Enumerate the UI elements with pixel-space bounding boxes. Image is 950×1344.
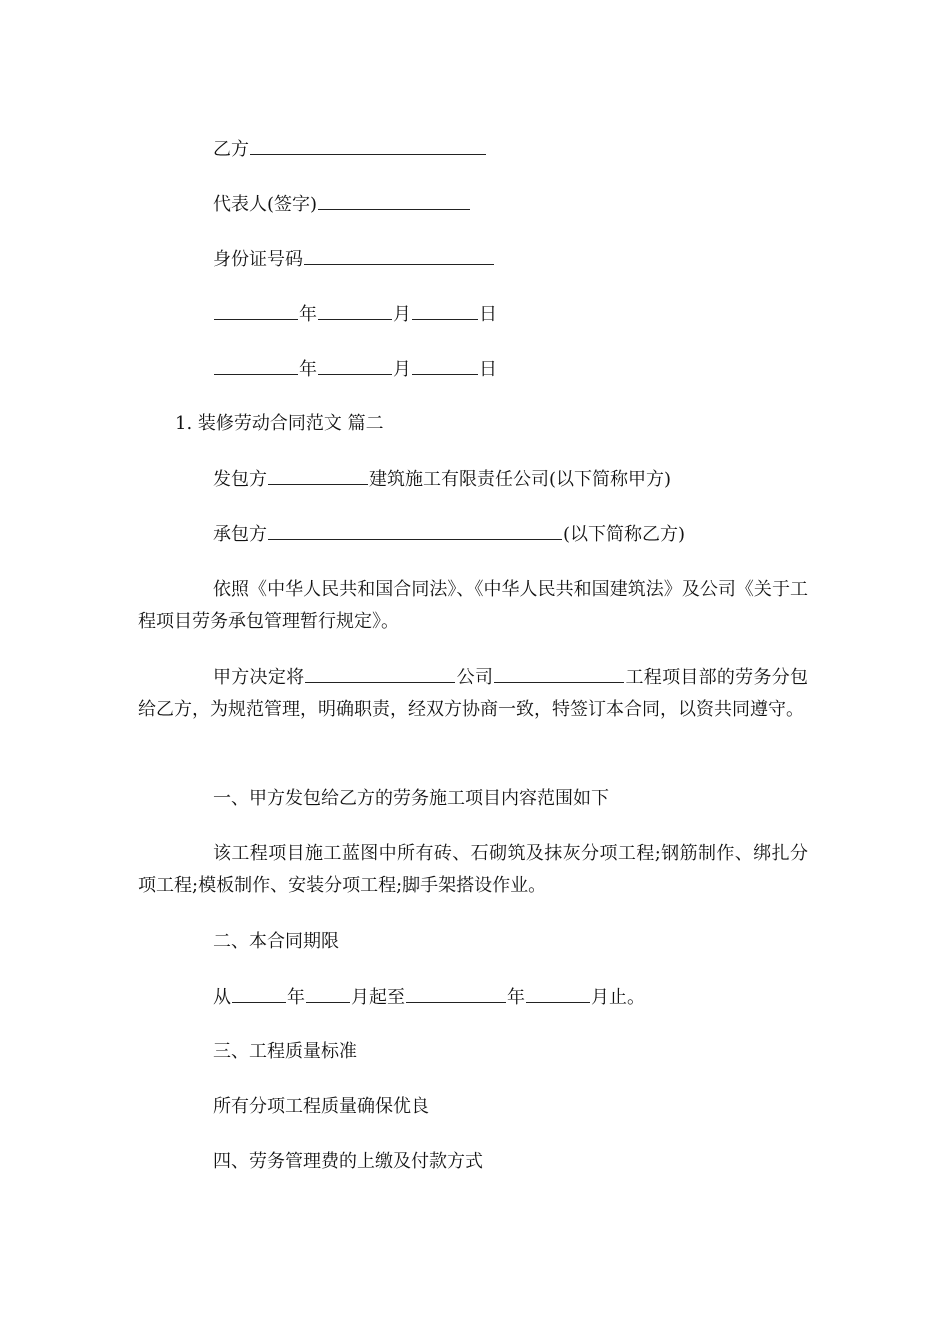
date2-day-label: 日	[479, 359, 497, 380]
subcontractor-line	[213, 521, 685, 547]
date1-month-label: 月	[393, 304, 411, 325]
date1-month-blank[interactable]	[318, 301, 392, 320]
decision-suffix: 工程项目部的劳务分包给乙方，为规范管理，明确职责，经双方协商一致，特签订本合同，以资共同遵守。	[138, 667, 809, 720]
term-from-label: 从	[213, 987, 231, 1008]
term-start-month-blank[interactable]	[306, 984, 350, 1003]
section-heading: 1. 装修劳动合同范文 篇二	[175, 413, 384, 434]
date2-year-label: 年	[299, 359, 317, 380]
term-month-end-label: 月止。	[591, 987, 645, 1008]
decision-paragraph	[138, 662, 808, 726]
basis-paragraph: 依照《中华人民共和国合同法》、《中华人民共和国建筑法》及公司《关于工程项目劳务承包管理暂行规定》。	[138, 579, 808, 632]
id-number-label: 身份证号码	[213, 249, 303, 270]
date2-month-label: 月	[393, 359, 411, 380]
term-year1-label: 年	[287, 987, 305, 1008]
clause-2-body	[213, 984, 645, 1010]
party-b-signature-line	[213, 136, 487, 162]
date2-month-blank[interactable]	[318, 356, 392, 375]
date1-day-blank[interactable]	[412, 301, 478, 320]
clause-3-body: 所有分项工程质量确保优良	[213, 1096, 429, 1117]
company-blank[interactable]	[305, 664, 455, 683]
id-number-line	[213, 246, 495, 272]
term-end-month-blank[interactable]	[526, 984, 590, 1003]
representative-blank[interactable]	[318, 191, 470, 210]
clause-1-title: 一、甲方发包给乙方的劳务施工项目内容范围如下	[213, 788, 609, 809]
clause-3-title: 三、工程质量标准	[213, 1041, 357, 1062]
clause-1-body: 该工程项目施工蓝图中所有砖、石砌筑及抹灰分项工程;钢筋制作、绑扎分项工程;模板制作、安装分项工程;脚手架搭设作业。	[138, 843, 808, 896]
date-line-1	[213, 301, 497, 327]
date1-year-label: 年	[299, 304, 317, 325]
subcontractor-suffix: (以下简称乙方)	[563, 524, 686, 545]
decision-mid: 公司	[456, 667, 494, 688]
term-year2-label: 年	[507, 987, 525, 1008]
date2-year-blank[interactable]	[214, 356, 298, 375]
contractor-blank[interactable]	[268, 466, 368, 485]
representative-signature-line	[213, 191, 471, 217]
decision-prefix: 甲方决定将	[213, 667, 305, 688]
date2-day-blank[interactable]	[412, 356, 478, 375]
subcontractor-blank[interactable]	[268, 521, 562, 540]
term-end-year-blank[interactable]	[406, 984, 506, 1003]
date1-day-label: 日	[479, 304, 497, 325]
date-line-2	[213, 356, 497, 382]
contractor-suffix: 建筑施工有限责任公司(以下简称甲方)	[369, 469, 672, 490]
term-month-from-label: 月起至	[351, 987, 405, 1008]
id-number-blank[interactable]	[304, 246, 494, 265]
term-start-year-blank[interactable]	[232, 984, 286, 1003]
date1-year-blank[interactable]	[214, 301, 298, 320]
representative-label: 代表人(签字)	[213, 194, 318, 215]
contractor-label: 发包方	[213, 469, 267, 490]
project-blank[interactable]	[494, 664, 624, 683]
contractor-line	[213, 466, 671, 492]
subcontractor-label: 承包方	[213, 524, 267, 545]
party-b-blank[interactable]	[250, 136, 486, 155]
clause-4-title: 四、劳务管理费的上缴及付款方式	[213, 1151, 483, 1172]
clause-2-title: 二、本合同期限	[213, 931, 339, 952]
party-b-label: 乙方	[213, 139, 249, 160]
